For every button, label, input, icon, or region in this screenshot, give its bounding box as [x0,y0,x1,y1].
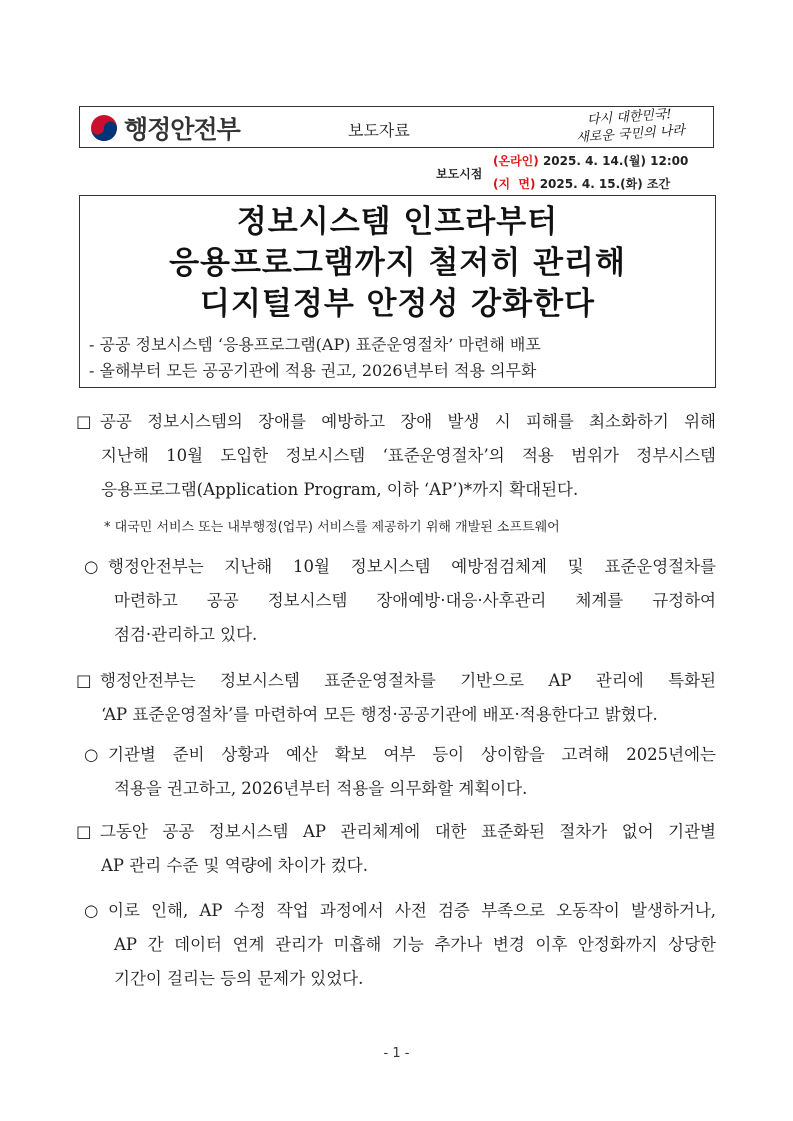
title-line3: 디지털정부 안정성 강화한다 [200,286,595,322]
footnote: * 대국민 서비스 또는 내부행정(업무) 서비스를 제공하기 위해 개발된 소프트웨어 [104,520,560,535]
p1-line3: 응용프로그램(Application Program, 이하 ‘AP’)*까지 확대된다. [101,480,579,499]
square-bullet: □ [76,412,92,431]
p1-line1 [76,405,716,439]
subtitle-1: - 공공 정보시스템 ‘응용프로그램(AP) 표준운영절차’ 마련해 배포 [89,335,541,354]
p1a-line3: 점검·관리하고 있다. [114,625,258,644]
p1-text1: 공공 정보시스템의 장애를 예방하고 장애 발생 시 피해를 최소화하기 위해 [100,412,716,431]
subtitle-2: - 올해부터 모든 공공기관에 적용 권고, 2026년부터 적용 의무화 [89,361,537,380]
p3a-line3: 기간이 걸리는 등의 문제가 있었다. [114,969,364,988]
paragraph-1 [76,405,716,507]
paragraph-1a [84,550,716,652]
doc-type-label: 보도자료 [348,121,410,140]
p3a-line1 [84,894,716,928]
square-bullet: □ [76,671,92,690]
p2-text1: 행정안전부는 정보시스템 표준운영절차를 기반으로 AP 관리에 특화된 [100,671,716,690]
p3-line2: AP 관리 수준 및 역량에 차이가 컸다. [101,856,368,875]
p1a-line1 [84,550,716,584]
p2a-text1: 기관별 준비 상황과 예산 확보 여부 등이 상이함을 고려해 2025년에는 [108,745,716,764]
p3a-line2: AP 간 데이터 연계 관리가 미흡해 기능 추가나 변경 이후 안정화까지 상당한 [114,935,716,954]
paragraph-3a [84,894,716,996]
p2-line2: ‘AP 표준운영절차’를 마련하여 모든 행정·공공기관에 배포·적용한다고 밝혔다. [101,705,658,724]
paragraph-3 [76,815,716,883]
slogan-line1: 다시 대한민국! [586,107,673,128]
p1-line2: 지난해 10월 도입한 정보시스템 ‘표준운영절차’의 적용 범위가 정부시스템 [101,446,716,465]
paragraph-2a [84,738,716,806]
online-time: 2025. 4. 14.(월) 12:00 [542,154,689,168]
release-label: 보도시점 [436,167,483,181]
p2a-line2: 적용을 권고하고, 2026년부터 적용을 의무화할 계획이다. [114,779,528,798]
slogan-line2: 새로운 국민의 나라 [575,123,686,146]
header-box [79,106,714,148]
release-print [493,175,670,192]
taegeuk-emblem-icon [90,114,118,142]
circle-bullet: ○ [84,557,99,576]
paragraph-2 [76,664,716,732]
p1a-text1: 행정안전부는 지난해 10월 정보시스템 예방점검체계 및 표준운영절차를 [108,557,716,576]
online-tag: (온라인) [493,154,539,168]
page-title [80,202,715,325]
print-time: 2025. 4. 15.(화) 조간 [539,177,671,191]
title-line1: 정보시스템 인프라부터 [236,204,559,240]
p3a-text1: 이로 인해, AP 수정 작업 과정에서 사전 검증 부족으로 오동작이 발생하거나, [108,901,716,920]
slogan [554,104,706,148]
circle-bullet: ○ [84,901,99,920]
ministry-name: 행정안전부 [124,115,240,144]
title-line2: 응용프로그램까지 철저히 관리해 [169,245,626,281]
p3-text1: 그동안 공공 정보시스템 AP 관리체계에 대한 표준화된 절차가 없어 기관별 [100,822,716,841]
square-bullet: □ [76,822,92,841]
p1a-line2: 마련하고 공공 정보시스템 장애예방·대응·사후관리 체계를 규정하여 [114,591,716,610]
page-number: - 1 - [383,1046,410,1061]
circle-bullet: ○ [84,745,99,764]
ministry-logo [90,113,240,143]
release-online [493,152,688,169]
p2a-line1 [84,738,716,772]
p2-line1 [76,664,716,698]
print-tag: (지 면) [493,177,536,191]
p3-line1 [76,815,716,849]
